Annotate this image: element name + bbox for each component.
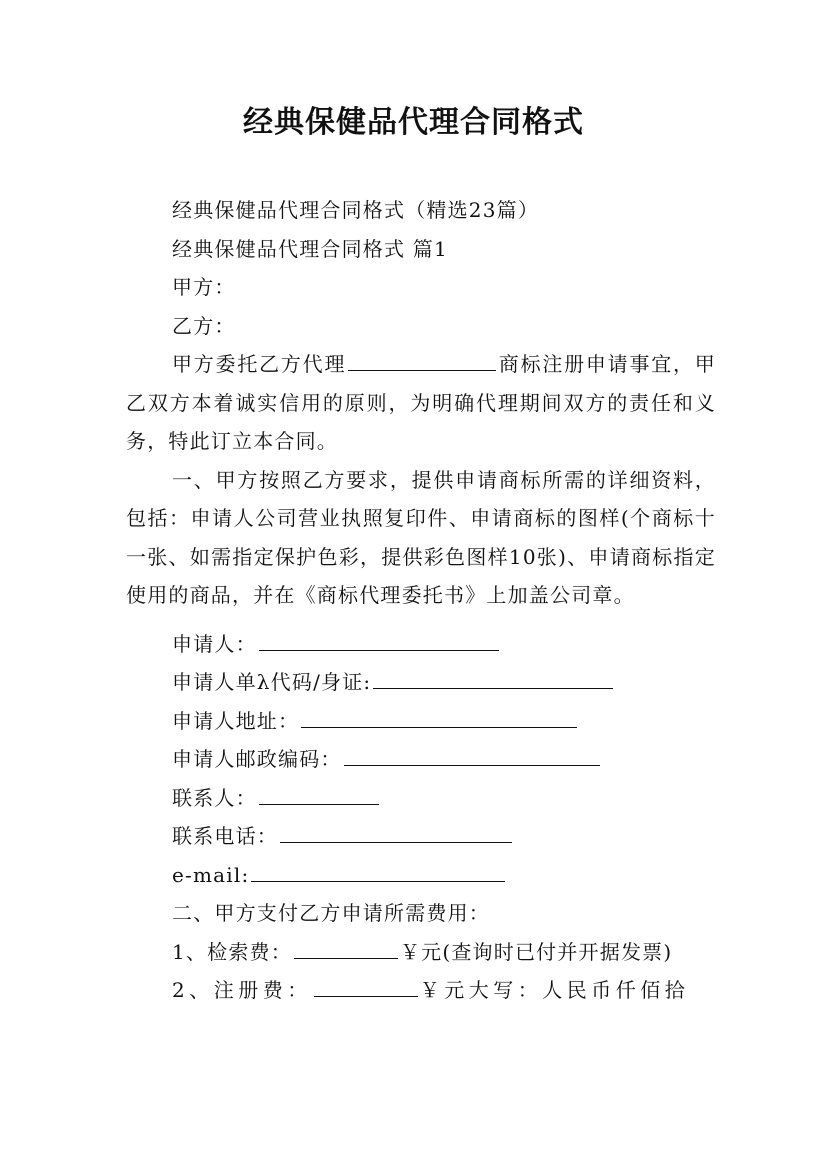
fee-2-blank[interactable] — [314, 995, 418, 997]
intro-text-after: 商标注册申请事宜，甲乙双方本着诚实信用的原则，为明确代理期间双方的责任和义务，特此订立本合同。 — [126, 352, 716, 453]
document-subtitle: 经典保健品代理合同格式（精选23篇） — [172, 198, 540, 222]
fee-2-row — [126, 971, 716, 1010]
applicant-code-row — [126, 663, 716, 702]
email-blank[interactable] — [251, 880, 505, 882]
applicant-blank[interactable] — [259, 649, 499, 651]
document-body — [126, 191, 716, 1010]
party-a-label: 甲方： — [172, 275, 236, 299]
section-heading: 经典保健品代理合同格式 篇1 — [172, 236, 448, 261]
fee-1-suffix: ￥元(查询时已付并开据发票) — [399, 939, 673, 964]
trademark-blank[interactable] — [348, 369, 496, 371]
applicant-postcode-label: 申请人邮政编码： — [172, 747, 342, 771]
email-label: e-mail: — [172, 862, 250, 887]
fee-1-label: 1、检索费： — [172, 939, 292, 964]
clause-1-paragraph: 一、甲方按照乙方要求，提供申请商标所需的详细资料，包括：申请人公司营业执照复印件、申请商标的图样(个商标十一张、如需指定保护色彩，提供彩色图样10张)、申请商标指定使用的商品，并在《商标代理委托书》上加盖公司章。 — [126, 467, 716, 607]
applicant-code-blank[interactable] — [373, 687, 613, 689]
contact-person-label: 联系人： — [172, 785, 257, 810]
contact-phone-blank[interactable] — [280, 841, 512, 843]
clause-2-heading: 二、甲方支付乙方申请所需费用： — [172, 901, 490, 925]
document-title: 经典保健品代理合同格式 — [243, 105, 584, 140]
fee-1-blank[interactable] — [294, 957, 398, 959]
applicant-postcode-blank[interactable] — [344, 764, 600, 766]
applicant-postcode-row — [126, 740, 716, 779]
applicant-address-blank[interactable] — [301, 726, 577, 728]
applicant-address-label: 申请人地址： — [172, 708, 300, 733]
fee-2-suffix: ￥元大写：人民币仟佰拾 — [419, 978, 690, 1002]
fee-1-row — [126, 933, 716, 972]
contact-person-row — [126, 779, 716, 818]
applicant-address-row — [126, 702, 716, 741]
intro-paragraph — [126, 345, 716, 461]
applicant-label: 申请人： — [172, 631, 257, 656]
fee-2-label: 2、注册费： — [172, 978, 312, 1002]
email-row — [126, 856, 716, 895]
contact-phone-row — [126, 817, 716, 856]
contact-phone-label: 联系电话： — [172, 824, 278, 848]
party-b-label: 乙方： — [172, 313, 236, 338]
intro-text-before: 甲方委托乙方代理 — [172, 352, 347, 376]
applicant-row — [126, 625, 716, 664]
applicant-code-label: 申请人单λ代码/身证: — [172, 670, 372, 694]
contact-person-blank[interactable] — [259, 803, 379, 805]
